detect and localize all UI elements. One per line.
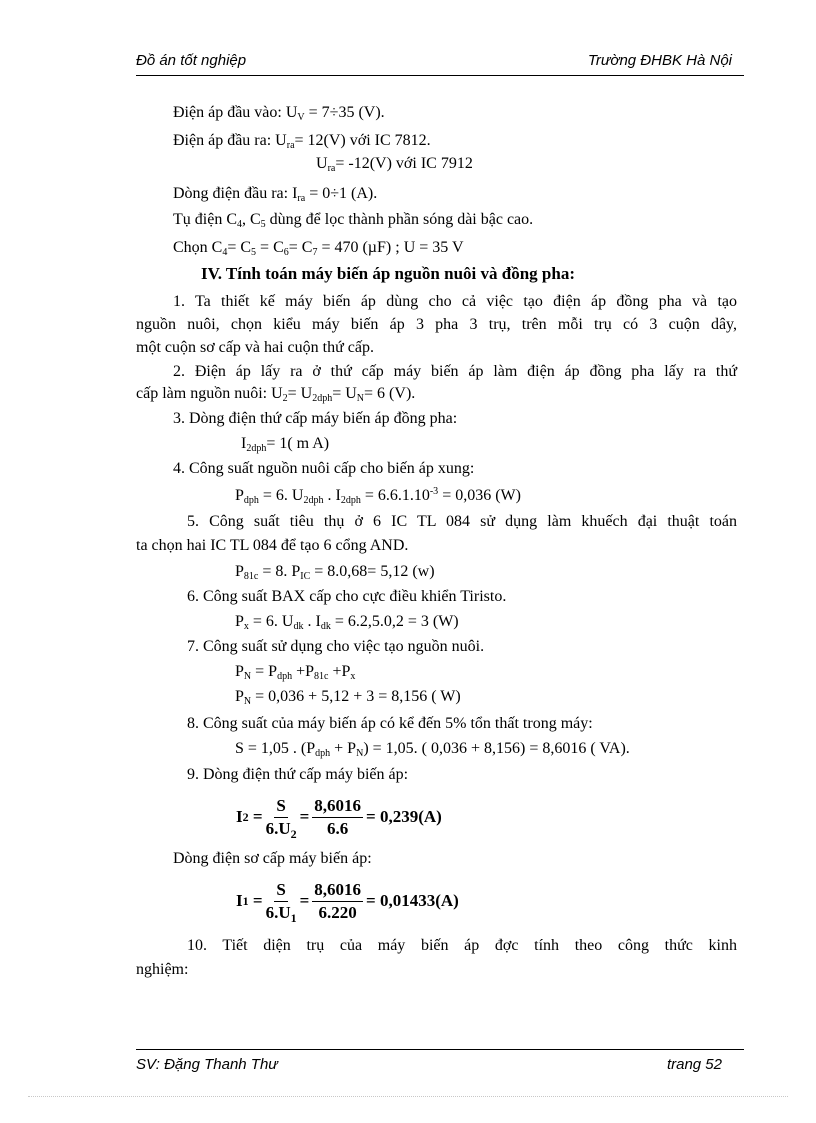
para5-line2: ta chọn hai IC TL 084 để tạo 6 cổng AND.	[136, 537, 409, 554]
para1-line3: một cuộn sơ cấp và hai cuộn thứ cấp.	[136, 339, 374, 356]
para2-line2: cấp làm nguồn nuôi: $U_2= U_{2dph}= U_N= 6$ (V).	[136, 385, 416, 404]
fraction-s-over-6u1: $\frac{S}{6.U_1}$	[265, 879, 297, 925]
eq-px: $P_x = 6$. $U_{dk}$ . $I_{dk} = 6.2,5.0,2 = 3$ (W)	[235, 613, 459, 632]
eq-p81c: $P_{81c} = 8$. $P_{IC} = 8.0,68= 5,12$ (w)	[235, 563, 435, 582]
primary-current-label: Dòng điện sơ cấp máy biến áp:	[173, 850, 372, 867]
para4: 4. Công suất nguồn nuôi cấp cho biến áp xung:	[173, 460, 475, 477]
equation-i2: I 2 = $\frac{S}{6.U_2}$ = $\frac{8,6016}{6.6}$ = 0,239(A)	[236, 795, 442, 841]
para7: 7. Công suất sử dụng cho việc tạo nguồn nuôi.	[187, 638, 485, 655]
section-title: IV. Tính toán máy biến áp nguồn nuôi và đồng pha:	[201, 264, 575, 283]
header-left: Đồ án tốt nghiệp	[136, 52, 247, 69]
page-bottom-dotted-line	[28, 1096, 788, 1097]
para10-line1: 10. Tiết diện trụ của máy biến áp đợc tính theo công thức kinh	[187, 937, 737, 954]
para1-line2: nguồn nuôi, chọn kiểu máy biến áp 3 pha 3 trụ, trên mỗi trụ có 3 cuộn dây,	[136, 316, 737, 333]
eq-pn-sum: $P_N = P_{dph} +P_{81c} +P_x$	[235, 663, 356, 682]
header-rule	[136, 75, 744, 76]
eq-pn-value: $P_N = 0,036 + 5,12 + 3 = 8,156$ ( W)	[235, 688, 461, 707]
line-output-current: Dòng điện đầu ra: $I_{ra} = 0\div 1$ (A).	[173, 185, 378, 204]
fraction-s-over-6u2: $\frac{S}{6.U_2}$	[265, 795, 297, 841]
line-output-voltage-neg: $U_{ra}= -12(V)$ với IC 7912	[316, 155, 473, 174]
fraction-value: $\frac{8,6016}{6.6}$	[314, 795, 362, 838]
para2-line1: 2. Điện áp lấy ra ở thứ cấp máy biến áp làm điện áp đồng pha lấy ra thứ	[173, 363, 737, 380]
page-header	[136, 52, 744, 69]
equation-i1: I 1 = $\frac{S}{6.U_1}$ = $\frac{8,6016}{6.220}$ = 0,01433(A)	[236, 879, 459, 925]
line-capacitors: Tụ điện $C_4$, $C_5$ dùng để lọc thành phần sóng dài bậc cao.	[173, 211, 534, 230]
line-output-voltage: Điện áp đầu ra: $U_{ra}= 12(V)$ với IC 7812.	[173, 132, 431, 151]
page-footer	[136, 1056, 744, 1073]
footer-rule	[136, 1049, 744, 1050]
footer-left: SV: Đặng Thanh Thư	[136, 1056, 278, 1073]
line-capacitor-choice: Chọn $C_4= C_5 = C_6= C_7 = 470$ (µF) ; U = 35 V	[173, 239, 464, 258]
para6: 6. Công suất BAX cấp cho cực điều khiển Tiristo.	[187, 588, 507, 605]
para9: 9. Dòng điện thứ cấp máy biến áp:	[187, 766, 409, 783]
para10-line2: nghiệm:	[136, 961, 189, 978]
para3: 3. Dòng điện thứ cấp máy biến áp đồng pha:	[173, 410, 458, 427]
fraction-value-2: $\frac{8,6016}{6.220}$	[314, 879, 362, 922]
line-input-voltage: Điện áp đầu vào: $U_V = 7\div 35$ (V).	[173, 104, 385, 123]
footer-right: trang 52	[666, 1056, 722, 1073]
header-right: Trường ĐHBK Hà Nội	[587, 52, 732, 69]
eq-s: S = 1,05 . $(P_{dph} + P_N) = 1,05$. ( 0,036 + 8,156) = 8,6016 ( VA).	[235, 740, 630, 759]
eq-pdph: $P_{dph} = 6$. $U_{2dph}$ . $I_{2dph} = 6.6.1.10^{-3} = 0,036$ (W)	[235, 486, 521, 506]
para5-line1: 5. Công suất tiêu thụ ở 6 IC TL 084 sử dụng làm khuếch đại thuật toán	[187, 513, 737, 530]
para8: 8. Công suất của máy biến áp có kể đến 5% tổn thất trong máy:	[187, 715, 593, 732]
eq-i2dph: $I_{2dph}= 1$( m A)	[241, 435, 330, 454]
para1-line1: 1. Ta thiết kế máy biến áp dùng cho cả việc tạo điện áp đồng pha và tạo	[173, 293, 737, 310]
